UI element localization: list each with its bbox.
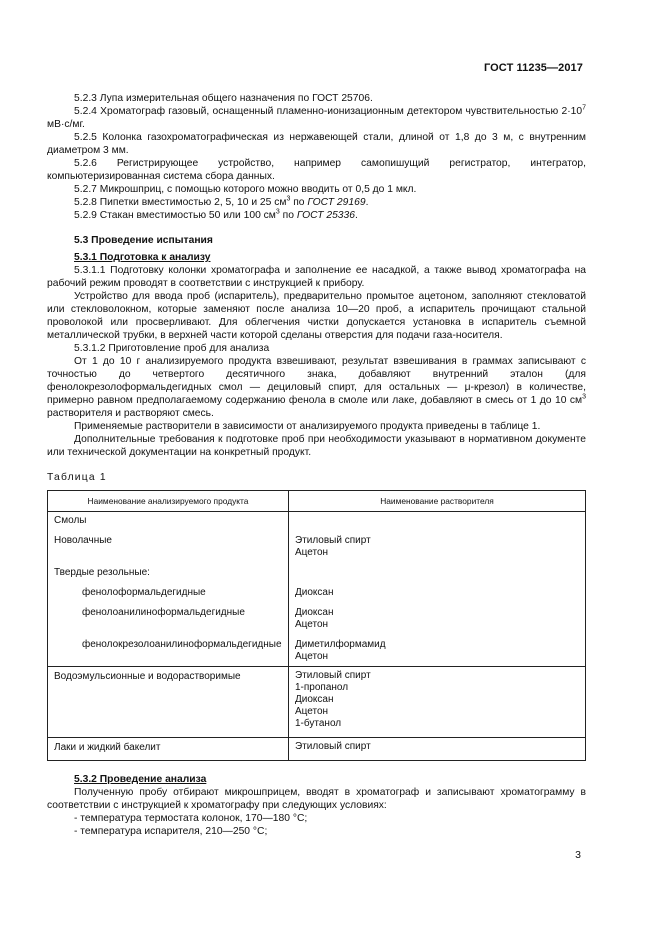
sample-prep-b: -крезол) в количестве, примерно равном предполагаемому содержанию фенола в смоле или лаке, добавляют в смесь от 1 до 10 см [47,382,586,406]
solvent-item: Этиловый спирт [295,670,371,681]
item-5-2-4 [47,105,586,131]
solvent-item: Ацетон [295,651,329,662]
exponent: 3 [286,195,291,203]
section-5-3-2-title [47,773,586,786]
exponent: 3 [275,208,280,216]
solvent-item: Ацетон [295,619,329,630]
novolac-label: Новолачные [54,535,112,546]
item-5-2-8-mid: по [290,197,308,208]
solvent-item: Диоксан [295,587,334,598]
item-5-2-4-unit: мВ·с/мг. [47,119,85,130]
table-row [48,738,586,761]
section-5-3-1-title [47,251,586,264]
section-5-3-2-title-text: 5.3.2 Проведение анализа [74,774,207,785]
item-5-2-7: 5.2.7 Микрошприц, с помощью которого можно вводить от 0,5 до 1 мкл. [74,184,417,195]
para-5-3-2: Полученную пробу отбирают микрошприцем, вводят в хроматограф и записывают хроматограмму в соответствии с инструкцией к хроматографу при следующих условиях: [47,787,586,811]
solvent-item: 1-бутанол [295,718,342,729]
item-5-2-3: 5.2.3 Лупа измерительная общего назначения по ГОСТ 25706. [74,93,373,104]
item-5-2-8-end: . [365,197,369,208]
page-content [47,92,586,838]
solvent-item: Ацетон [295,547,329,558]
pf-label: фенолоформальдегидные [82,587,206,598]
table-cell-product: Лаки и жидкий бакелит [48,738,289,761]
condition-injector-temp: - температура испарителя, 210—250 °С; [74,826,268,837]
paf-label: фенолоанилиноформальдегидные [82,607,245,618]
table-row [48,667,586,738]
table-row [48,512,586,667]
sample-prep-a: От 1 до 10 г анализируемого продукта взвешивают, результат взвешивания в граммах записывают с точностью до четвертого десятичного знака, добавляют внутренний эталон (для фенолокрезолоформальдегидных смол — дециловый спирт, для остальных — [47,356,586,393]
solvent-item: Диоксан [295,607,334,618]
pkaf-label: фенолокрезолоанилиноформальдегидные [82,639,282,650]
solvents-table [47,490,586,761]
exponent: 3 [582,393,586,401]
mu-symbol: μ [464,382,471,393]
solvent-item: Этиловый спирт [295,535,371,546]
table-cell-solvent [289,512,586,667]
sample-prep-c: растворителя и растворяют смесь. [47,408,214,419]
resins-label: Смолы [54,515,87,526]
item-5-2-8-ref: ГОСТ 29169 [307,197,366,208]
item-5-2-9-end: . [354,210,358,221]
item-5-2-9-text: 5.2.9 Стакан вместимостью 50 или 100 см [74,210,276,221]
item-5-2-9-mid: по [279,210,297,221]
page-number: 3 [575,849,581,861]
solvent-item: Этиловый спирт [295,741,371,752]
para-extra: Дополнительные требования к подготовке проб при необходимости указывают в нормативном документе или технической документации на конкретный продукт. [47,434,586,458]
item-5-2-9-ref: ГОСТ 25336 [296,210,355,221]
para-5-3-1-2-title: 5.3.1.2 Приготовление проб для анализа [74,343,270,354]
para-sample-prep [47,355,586,420]
section-5-3-1-title-text: 5.3.1 Подготовка к анализу [74,252,211,263]
table-caption: Таблица 1 [47,472,107,483]
para-solvents: Применяемые растворители в зависимости от анализируемого продукта приведены в таблице 1. [74,421,541,432]
item-5-2-9 [47,209,586,222]
table-cell-solvent [289,738,586,761]
table-header-row [48,491,586,512]
table-header-product: Наименование анализируемого продукта [48,491,289,512]
solvent-item: Ацетон [295,706,329,717]
item-5-2-8-text: 5.2.8 Пипетки вместимостью 2, 5, 10 и 25 см [74,197,287,208]
para-injector: Устройство для ввода проб (испаритель), предварительно промытое ацетоном, заполняют стекловатой или стекловолокном, которые заменяют после анализа 10—20 проб, а испаритель прочищают стальной проволокой или просверливают. Для облегчения чистки допускается установка в испаритель съемной металлической трубки, в верхней части которой сделаны отверстия для подачи газа-носителя. [47,291,586,341]
standard-header: ГОСТ 11235—2017 [483,62,583,74]
table-cell-product: Водоэмульсионные и водорастворимые [48,667,289,738]
table-cell-product [48,512,289,667]
item-5-2-4-text: 5.2.4 Хроматограф газовый, оснащенный пламенно-ионизационным детектором чувствительностью 2·10 [74,106,583,117]
table-cell-solvent [289,667,586,738]
para-5-3-1-1: 5.3.1.1 Подготовку колонки хроматографа и заполнение ее насадкой, а также вывод хроматографа на рабочий режим проводят в соответствии с инструкцией к прибору. [47,265,586,289]
solvent-item: Диоксан [295,694,334,705]
condition-column-temp: - температура термостата колонок, 170—180 °С; [74,813,308,824]
item-5-2-8 [47,196,586,209]
section-5-3-title: 5.3 Проведение испытания [74,235,213,246]
exponent: 7 [582,104,586,112]
table-header-solvent: Наименование растворителя [289,491,586,512]
solvent-item: Диметилформамид [295,639,386,650]
solvent-item: 1-пропанол [295,682,349,693]
item-5-2-6: 5.2.6 Регистрирующее устройство, например самопишущий регистратор, интегратор, компьютеризированная система сбора данных. [47,158,586,182]
item-5-2-5: 5.2.5 Колонка газохроматографическая из нержавеющей стали, длиной от 1,8 до 3 м, с внутренним диаметром 3 мм. [47,132,586,156]
resol-label: Твердые резольные: [54,567,150,578]
